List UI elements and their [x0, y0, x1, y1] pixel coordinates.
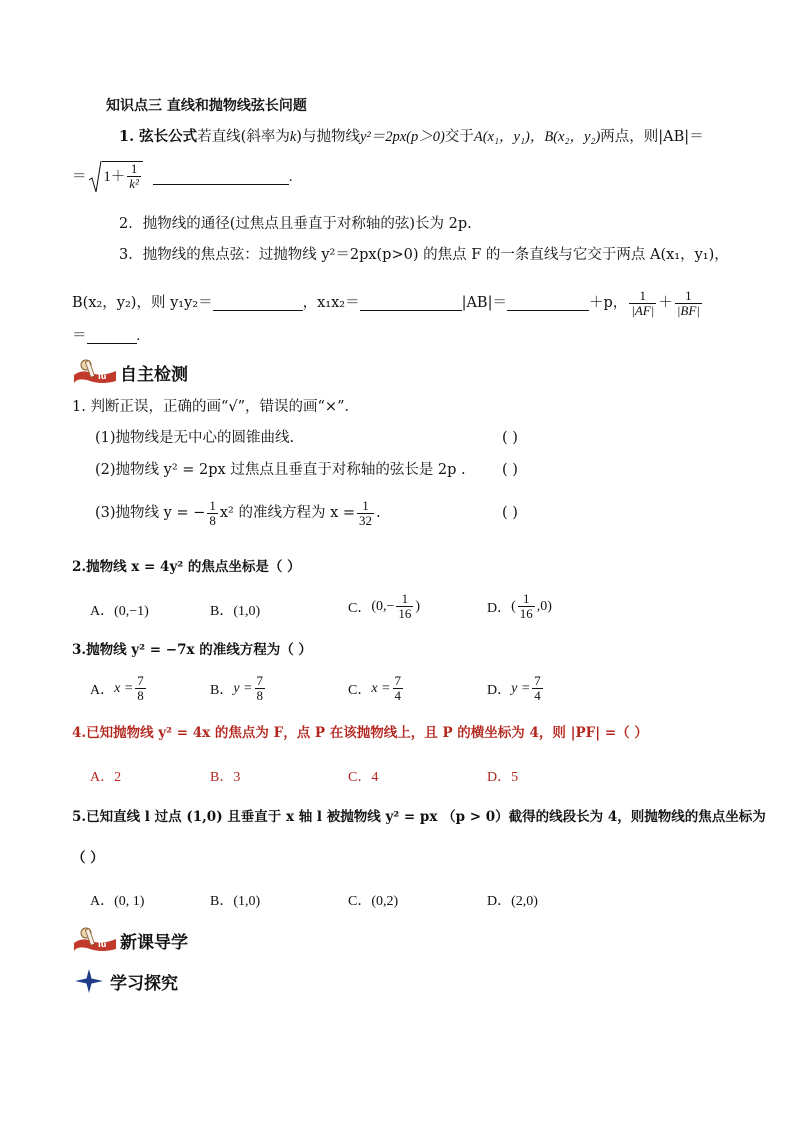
frac-num: 1 — [523, 591, 530, 606]
q1-item-1: (1)抛物线是无中心的圆锥曲线. — [95, 430, 295, 446]
option-label: A． — [90, 682, 115, 698]
q5-option-c[interactable] — [348, 890, 398, 910]
frac-num: 1 — [685, 287, 692, 303]
q3-option-d[interactable] — [487, 674, 545, 703]
q4-option-d[interactable] — [487, 766, 518, 786]
q5-answer-paren[interactable]: （ ） — [72, 850, 104, 866]
chord-formula-line — [119, 128, 704, 146]
slope-k: k — [289, 129, 297, 145]
new-lesson-header — [72, 925, 188, 953]
option-pre: y = — [511, 680, 531, 696]
chord-formula-label: 1. 弦长公式 — [119, 128, 198, 145]
chord-formula-text-d: 两点，则|AB|＝ — [600, 129, 704, 145]
frac-num: 1 — [639, 287, 647, 303]
four-point-star-icon — [74, 968, 104, 994]
plus-sign: ＋ — [658, 295, 673, 311]
option-value: 2 — [114, 770, 122, 785]
frac-num: 7 — [394, 673, 402, 688]
option-value: (1,0) — [233, 604, 261, 619]
q1-3-mid: x² 的准线方程为 x = — [219, 505, 356, 521]
option-label: A． — [90, 894, 115, 909]
q5-option-a[interactable] — [90, 890, 144, 910]
q2-option-a[interactable] — [90, 600, 149, 620]
fraction — [207, 499, 218, 528]
ab-length-blank[interactable] — [507, 296, 589, 311]
option-post: ,0) — [536, 598, 552, 614]
frac-num: 7 — [137, 673, 144, 688]
svg-text:lu: lu — [98, 372, 107, 381]
option-pre: ( — [511, 598, 516, 614]
option-label: C． — [348, 770, 372, 785]
study-explore-title: 学习探究 — [110, 973, 178, 994]
frac-den: |AF| — [631, 302, 655, 318]
chord-formula-sqrt-line — [72, 160, 293, 194]
sqrt-radicand — [102, 161, 143, 191]
q2-stem: 2.抛物线 x = 4y² 的焦点坐标是（ ） — [72, 559, 301, 575]
study-explore-header — [74, 968, 178, 994]
frac-num: 1 — [130, 161, 138, 176]
option-label: B． — [210, 770, 234, 785]
option-label: B． — [210, 682, 234, 698]
q1-item-3-answer[interactable]: ( ) — [502, 505, 518, 521]
one-over-bf — [675, 289, 702, 318]
q3-option-a[interactable] — [90, 674, 148, 703]
frac-den: 4 — [534, 688, 541, 703]
fraction — [255, 674, 266, 703]
chord-formula-text-c: 交于 — [444, 129, 474, 145]
q5-option-b[interactable] — [210, 890, 260, 910]
q4-option-c[interactable] — [348, 766, 378, 786]
q1-3-pre: (3)抛物线 y = − — [95, 505, 206, 521]
q1-stem: 1. 判断正误，正确的画“√”，错误的画“×”． — [72, 399, 359, 415]
q2-option-d[interactable] — [487, 592, 552, 621]
q2-option-b[interactable] — [210, 600, 260, 620]
option-label: D． — [487, 682, 512, 698]
pen-banner-icon — [72, 357, 118, 385]
q3-option-c[interactable] — [348, 674, 405, 703]
new-lesson-title: 新课导学 — [120, 933, 188, 953]
x1x2-blank[interactable] — [360, 296, 462, 311]
option-label: C． — [348, 600, 372, 616]
option-label: B． — [210, 894, 234, 909]
q5-stem: 5.已知直线 l 过点 (1,0) 且垂直于 x 轴 l 被抛物线 y² = px （p > 0）截得的线段长为 4，则抛物线的焦点坐标为 — [72, 809, 766, 825]
q4-option-a[interactable] — [90, 766, 121, 786]
chord-formula-text-a: 若直线(斜率为 — [197, 129, 290, 145]
option-label: D． — [487, 770, 512, 785]
option-label: C． — [348, 894, 372, 909]
frac-num: 1 — [209, 497, 216, 513]
answer-blank[interactable] — [153, 170, 289, 185]
y1y2-label: B(x₂，y₂)，则 y₁y₂＝ — [72, 295, 213, 311]
option-value: 4 — [371, 770, 379, 785]
svg-text:lu: lu — [98, 940, 107, 949]
frac-den: 16 — [519, 606, 533, 621]
option-label: A． — [90, 604, 115, 619]
equals-sign: ＝ — [72, 169, 87, 185]
frac-den: 8 — [137, 688, 144, 703]
q3-option-b[interactable] — [210, 674, 267, 703]
fraction — [393, 674, 404, 703]
focal-chord-line: 3．抛物线的焦点弦：过抛物线 y²＝2px(p>0) 的焦点 F 的一条直线与它交于两点 A(x₁，y₁)， — [119, 247, 729, 263]
option-value: (2,0) — [511, 894, 538, 909]
option-value: 5 — [511, 770, 519, 785]
ab-length-label: |AB|＝ — [461, 295, 507, 311]
frac-den: |BF| — [676, 302, 700, 318]
q1-item-2-answer[interactable]: ( ) — [502, 462, 518, 478]
q1-item-3 — [95, 494, 381, 532]
self-check-header — [72, 357, 188, 385]
intersection-points: A(x₁，y₁)，B(x₂，y₂) — [473, 129, 601, 145]
option-pre: y = — [233, 680, 253, 696]
option-value: (0, 1) — [114, 894, 145, 909]
fraction — [532, 674, 543, 703]
y1y2-blank[interactable] — [213, 296, 303, 311]
option-label: B． — [210, 604, 234, 619]
option-pre: x = — [371, 680, 391, 696]
plus-p-text: ＋p， — [588, 295, 628, 311]
option-value: (0,−1) — [114, 604, 149, 619]
frac-num: 1 — [362, 497, 369, 513]
radicand-one: 1＋ — [103, 168, 126, 185]
fraction — [357, 499, 374, 528]
q1-item-1-answer[interactable]: ( ) — [502, 430, 518, 446]
option-value: 3 — [233, 770, 241, 785]
frac-num: 7 — [534, 673, 541, 688]
option-label: C． — [348, 682, 372, 698]
option-pre: x = — [114, 680, 134, 696]
reciprocal-sum-line — [72, 327, 140, 345]
option-label: D． — [487, 894, 512, 909]
one-over-af — [629, 289, 656, 318]
frac-den: 32 — [359, 512, 373, 528]
parabola-equation: y²＝2px(p＞0) — [359, 129, 445, 145]
frac-den: 8 — [256, 688, 264, 703]
q1-3-post: . — [376, 505, 381, 521]
fraction — [396, 592, 413, 621]
q3-stem: 3.抛物线 y² = −7x 的准线方程为（ ） — [72, 642, 312, 658]
pen-banner-icon — [72, 925, 118, 953]
one-over-k-squared — [127, 162, 141, 191]
option-value: (0,2) — [371, 894, 399, 909]
frac-den: 4 — [394, 688, 402, 703]
fraction — [518, 592, 535, 621]
option-value: (1,0) — [233, 894, 261, 909]
period: . — [288, 169, 293, 185]
fraction — [135, 674, 146, 703]
self-check-title: 自主检测 — [120, 365, 188, 385]
q5-option-d[interactable] — [487, 890, 538, 910]
chord-formula-text-b: )与抛物线 — [296, 129, 360, 145]
sqrt-sign-icon — [88, 160, 102, 194]
reciprocal-sum-blank[interactable] — [87, 329, 137, 344]
latus-rectum-line: 2．抛物线的通径(过焦点且垂直于对称轴的弦)长为 2p. — [119, 216, 472, 232]
x1x2-label: ，x₁x₂＝ — [302, 295, 360, 311]
frac-den: 8 — [209, 512, 216, 528]
frac-num: 1 — [401, 591, 409, 606]
option-post: ) — [415, 598, 421, 614]
frac-den: 16 — [398, 606, 412, 621]
option-label: D． — [487, 600, 512, 616]
knowledge-point-title: 知识点三 直线和抛物线弦长问题 — [106, 98, 307, 114]
q4-option-b[interactable] — [210, 766, 240, 786]
q4-stem: 4.已知抛物线 y² = 4x 的焦点为 F，点 P 在该抛物线上，且 P 的横坐标为 4，则 |PF| =（ ） — [72, 725, 648, 741]
equals-sign: ＝ — [72, 328, 87, 344]
focal-chord-blanks-line — [72, 285, 704, 321]
q2-option-c[interactable] — [348, 592, 420, 621]
frac-num: 7 — [256, 673, 264, 688]
period: . — [136, 328, 141, 344]
frac-den: k² — [129, 176, 139, 191]
q1-item-2: (2)抛物线 y² = 2px 过焦点且垂直于对称轴的弦长是 2p . — [95, 462, 466, 478]
option-pre: (0,− — [371, 598, 395, 614]
option-label: A． — [90, 770, 115, 785]
